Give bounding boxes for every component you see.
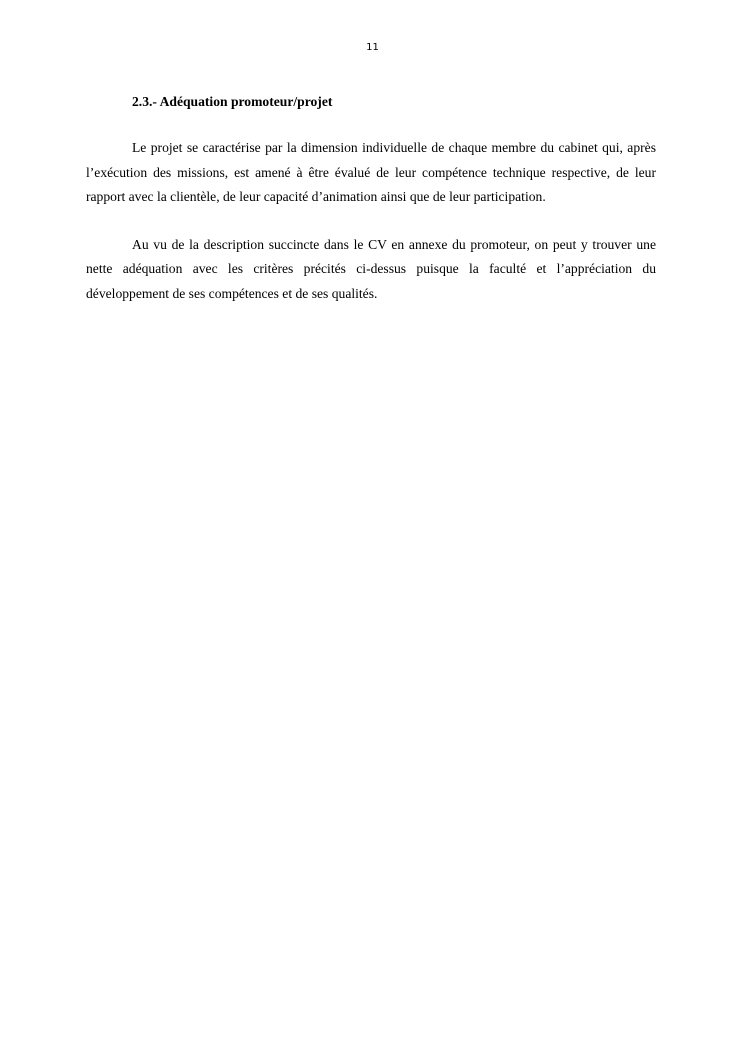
paragraph-1: Le projet se caractérise par la dimension individuelle de chaque membre du cabinet qui, après l’exécution des missions, est amené à être évalué de leur compétence technique respective, de leur rapport avec la clientèle, de leur capacité d’animation ainsi que de leur participation.	[86, 140, 656, 204]
paragraph-2: Au vu de la description succincte dans le CV en annexe du promoteur, on peut y trouver une nette adéquation avec les critères précités ci-dessus puisque la faculté et l’appréciation du développement de ses compétences et de ses qualités.	[86, 236, 656, 301]
page-number: 11	[366, 42, 379, 53]
section-heading: 2.3.- Adéquation promoteur/projet	[132, 94, 333, 109]
section-body	[86, 94, 656, 306]
